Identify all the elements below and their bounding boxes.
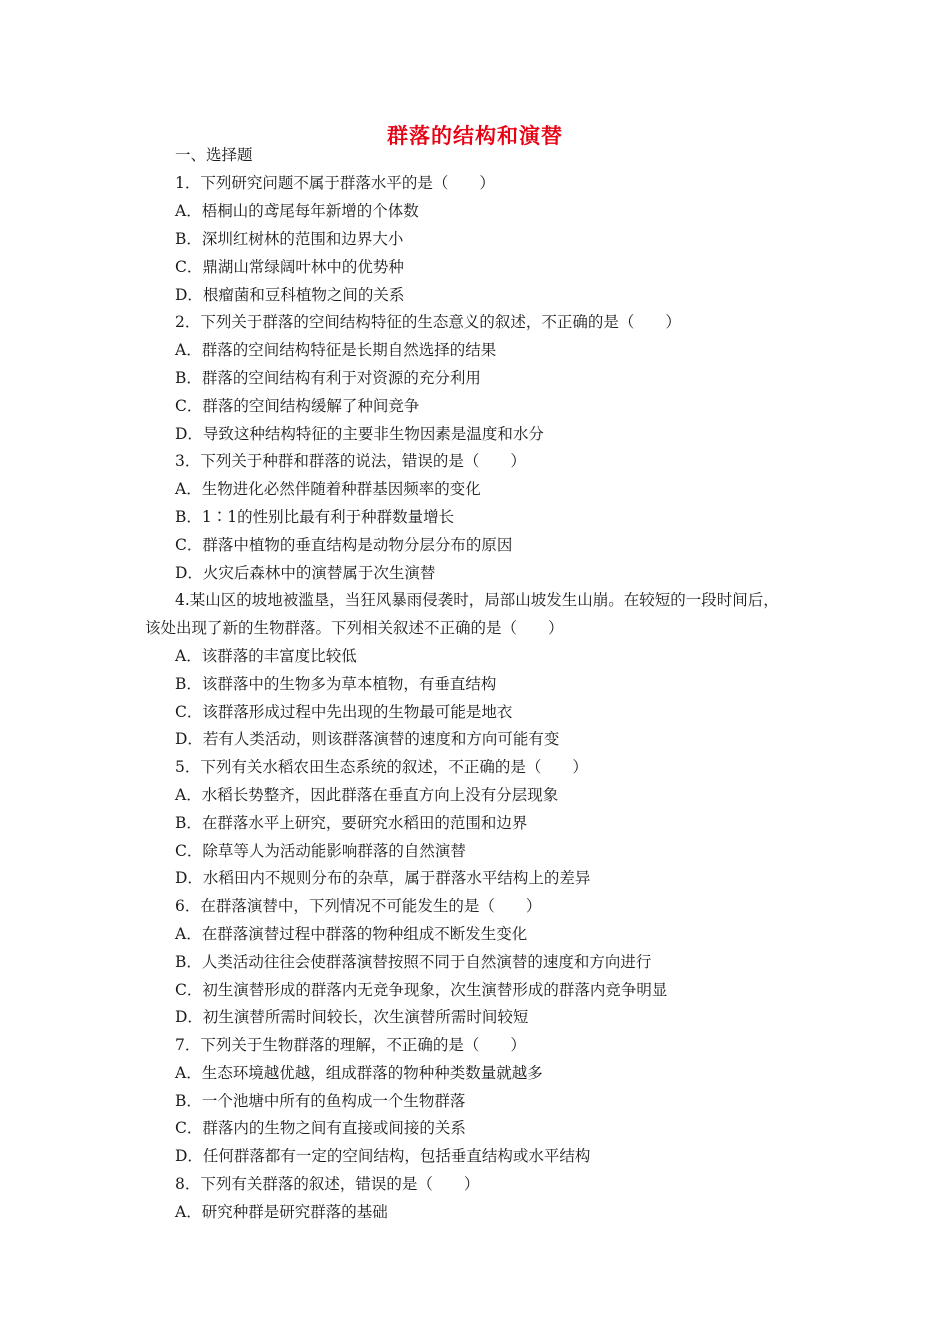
- question-1-option-d: D．根瘤菌和豆科植物之间的关系: [175, 286, 405, 304]
- question-6-stem: 6．在群落演替中，下列情况不可能发生的是（ ）: [175, 897, 542, 915]
- question-5-option-c: C．除草等人为活动能影响群落的自然演替: [175, 842, 466, 860]
- question-1-option-b: B．深圳红树林的范围和边界大小: [175, 230, 404, 248]
- question-2-option-b: B．群落的空间结构有利于对资源的充分利用: [175, 369, 481, 387]
- question-4-option-a: A．该群落的丰富度比较低: [175, 647, 357, 665]
- question-2-stem: 2．下列关于群落的空间结构特征的生态意义的叙述，不正确的是（ ）: [175, 313, 681, 331]
- question-3-option-b: B．1∶1的性别比最有利于种群数量增长: [175, 508, 455, 526]
- question-4-option-d: D．若有人类活动，则该群落演替的速度和方向可能有变: [175, 730, 560, 748]
- question-4-stem: 4.某山区的坡地被滥垦，当狂风暴雨侵袭时，局部山坡发生山崩。在较短的一段时间后，: [175, 591, 779, 609]
- question-1-option-a: A．梧桐山的鸢尾每年新增的个体数: [175, 202, 419, 220]
- question-1-stem: 1．下列研究问题不属于群落水平的是（ ）: [175, 174, 495, 192]
- question-3-option-d: D．火灾后森林中的演替属于次生演替: [175, 564, 436, 582]
- question-4-option-b: B．该群落中的生物多为草本植物，有垂直结构: [175, 675, 497, 693]
- document-title: 群落的结构和演替: [387, 123, 563, 148]
- question-5-option-a: A．水稻长势整齐，因此群落在垂直方向上没有分层现象: [175, 786, 559, 804]
- question-7-option-d: D．任何群落都有一定的空间结构，包括垂直结构或水平结构: [175, 1147, 591, 1165]
- question-5-option-b: B．在群落水平上研究，要研究水稻田的范围和边界: [175, 814, 528, 832]
- question-1-option-c: C．鼎湖山常绿阔叶林中的优势种: [175, 258, 404, 276]
- question-8-option-a: A．研究种群是研究群落的基础: [175, 1203, 388, 1221]
- question-3-stem: 3．下列关于种群和群落的说法，错误的是（ ）: [175, 452, 526, 470]
- question-6-option-a: A．在群落演替过程中群落的物种组成不断发生变化: [175, 925, 528, 943]
- question-7-option-b: B．一个池塘中所有的鱼构成一个生物群落: [175, 1092, 466, 1110]
- question-7-option-c: C．群落内的生物之间有直接或间接的关系: [175, 1119, 466, 1137]
- question-3-option-c: C．群落中植物的垂直结构是动物分层分布的原因: [175, 536, 513, 554]
- question-2-option-a: A．群落的空间结构特征是长期自然选择的结果: [175, 341, 497, 359]
- question-3-option-a: A．生物进化必然伴随着种群基因频率的变化: [175, 480, 481, 498]
- question-6-option-c: C．初生演替形成的群落内无竞争现象，次生演替形成的群落内竞争明显: [175, 981, 668, 999]
- section-heading: 一、选择题: [175, 146, 253, 164]
- question-7-stem: 7．下列关于生物群落的理解，不正确的是（ ）: [175, 1036, 526, 1054]
- question-6-option-b: B．人类活动往往会使群落演替按照不同于自然演替的速度和方向进行: [175, 953, 652, 971]
- question-4-option-c: C．该群落形成过程中先出现的生物最可能是地衣: [175, 703, 513, 721]
- question-6-option-d: D．初生演替所需时间较长，次生演替所需时间较短: [175, 1008, 529, 1026]
- question-7-option-a: A．生态环境越优越，组成群落的物种种类数量就越多: [175, 1064, 543, 1082]
- question-4-stem-continued: 该处出现了新的生物群落。下列相关叙述不正确的是（ ）: [145, 619, 564, 637]
- question-8-stem: 8．下列有关群落的叙述，错误的是（ ）: [175, 1175, 480, 1193]
- question-5-stem: 5．下列有关水稻农田生态系统的叙述，不正确的是（ ）: [175, 758, 588, 776]
- question-5-option-d: D．水稻田内不规则分布的杂草，属于群落水平结构上的差异: [175, 869, 591, 887]
- question-2-option-c: C．群落的空间结构缓解了种间竞争: [175, 397, 420, 415]
- question-2-option-d: D．导致这种结构特征的主要非生物因素是温度和水分: [175, 425, 544, 443]
